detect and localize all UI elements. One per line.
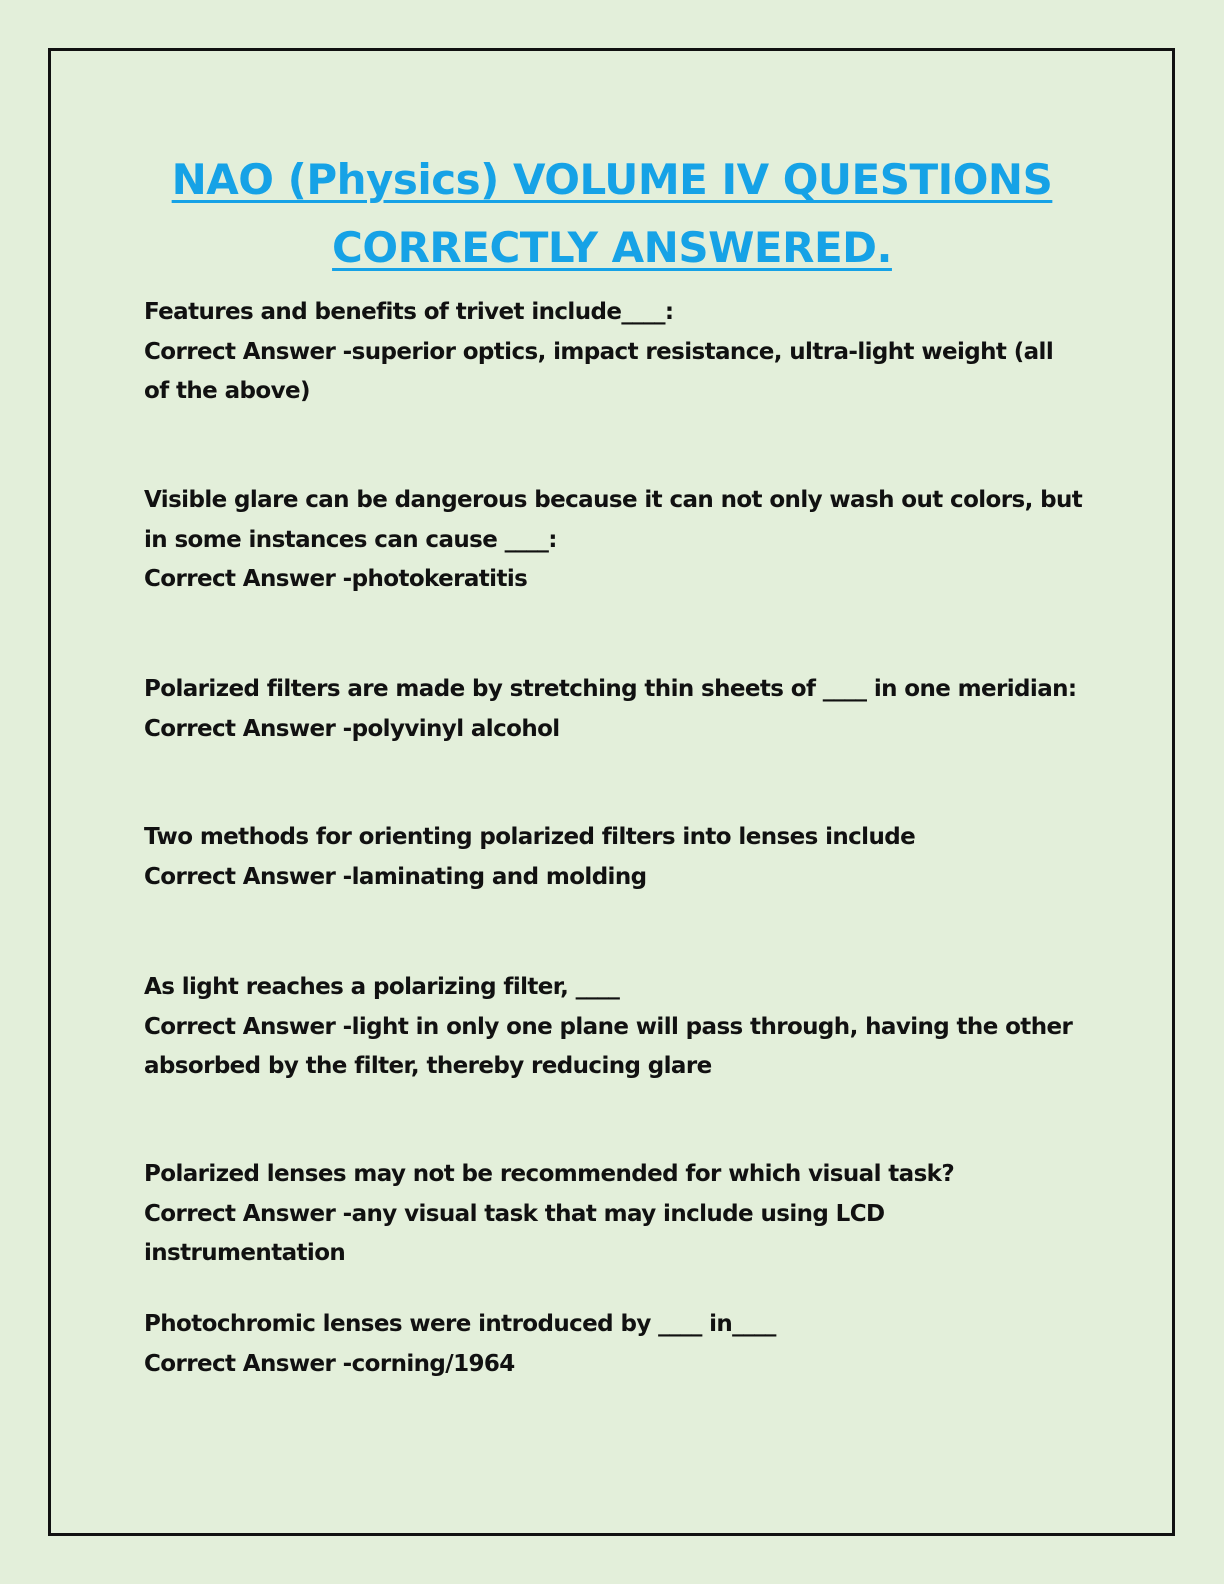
qa-item-4	[144, 818, 1084, 897]
title-line-1: NAO (Physics) VOLUME IV QUESTIONS	[171, 155, 1053, 204]
qa-item-6	[144, 1155, 1084, 1274]
answer-text: Correct Answer -polyvinyl alcohol	[144, 715, 560, 742]
qa-item-7	[144, 1305, 1084, 1384]
answer-text: Correct Answer -photokeratitis	[144, 566, 528, 592]
question-text: Visible glare can be dangerous because it can not only wash out colors, but in some instances can cause ____:	[144, 487, 1083, 553]
question-text: Polarized lenses may not be recommended for which visual task?	[144, 1161, 955, 1187]
question-text: Features and benefits of trivet include____:	[144, 299, 674, 325]
question-text: Polarized filters are made by stretching thin sheets of ____ in one meridian:	[144, 676, 1077, 702]
answer-text: Correct Answer -laminating and molding	[144, 863, 647, 890]
answer-text: Correct Answer -superior optics, impact resistance, ultra-light weight (all of the above)	[144, 338, 1054, 404]
question-text: Photochromic lenses were introduced by ____ in____	[144, 1311, 776, 1337]
question-text: Two methods for orienting polarized filters into lenses include	[144, 824, 916, 850]
qa-item-1	[144, 293, 1084, 412]
qa-item-3	[144, 670, 1084, 749]
qa-item-5	[144, 968, 1084, 1087]
question-text: As light reaches a polarizing filter, ____	[144, 974, 620, 1000]
title-line-2: CORRECTLY ANSWERED.	[332, 223, 892, 272]
qa-item-2	[144, 481, 1084, 600]
answer-text: Correct Answer -corning/1964	[144, 1350, 515, 1377]
answer-text: Correct Answer -any visual task that may include using LCD instrumentation	[144, 1200, 885, 1266]
answer-text: Correct Answer -light in only one plane will pass through, having the other absorbed by the filter, thereby reducing glare	[144, 1013, 1073, 1079]
page-title	[60, 146, 1164, 282]
